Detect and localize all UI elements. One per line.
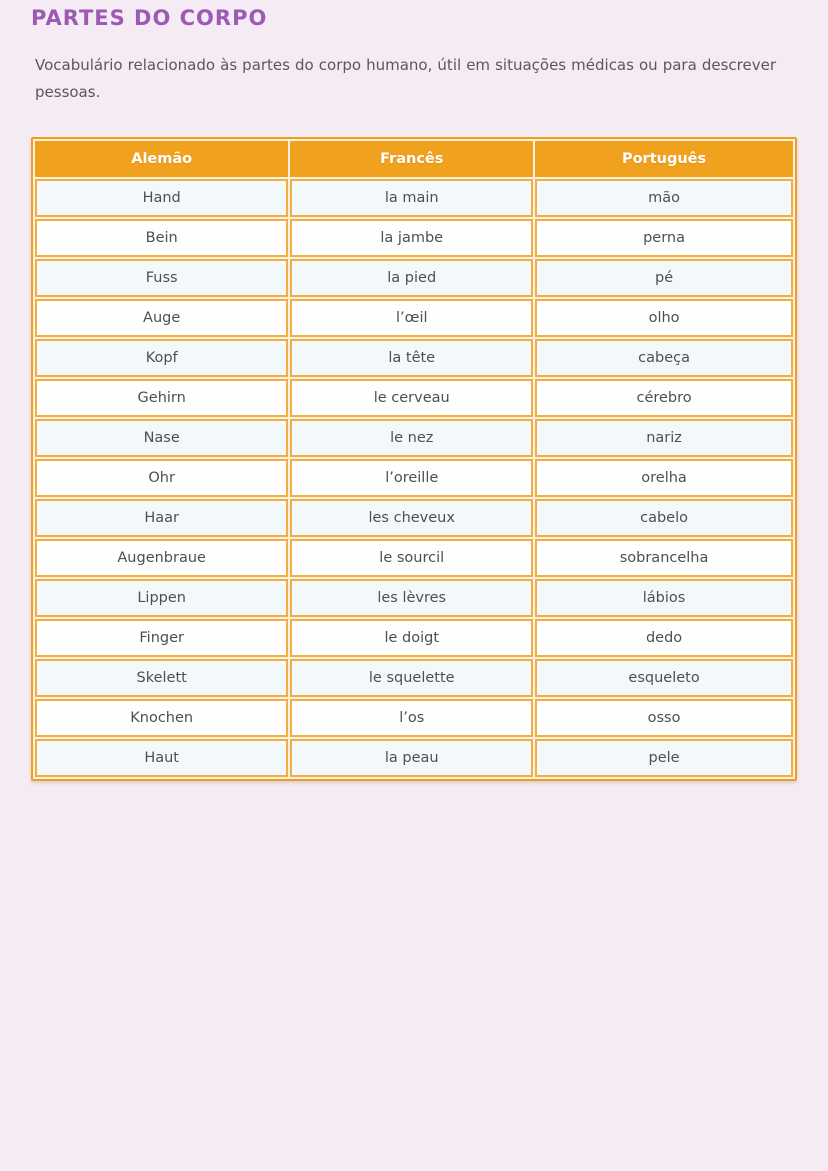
table-cell: Auge bbox=[35, 299, 288, 337]
table-cell: Lippen bbox=[35, 579, 288, 617]
table-cell: la main bbox=[290, 179, 533, 217]
table-cell: nariz bbox=[535, 419, 793, 457]
table-cell: pele bbox=[535, 739, 793, 777]
table-cell: pé bbox=[535, 259, 793, 297]
table-cell: la tête bbox=[290, 339, 533, 377]
table-row bbox=[35, 339, 793, 377]
column-header: Francês bbox=[290, 141, 533, 177]
table-cell: olho bbox=[535, 299, 793, 337]
table-cell: Skelett bbox=[35, 659, 288, 697]
table-cell: la pied bbox=[290, 259, 533, 297]
page-description: Vocabulário relacionado às partes do corpo humano, útil em situações médicas ou para descrever pessoas. bbox=[35, 56, 776, 102]
table-cell: Kopf bbox=[35, 339, 288, 377]
table-cell: la jambe bbox=[290, 219, 533, 257]
table-row bbox=[35, 659, 793, 697]
table-row bbox=[35, 459, 793, 497]
table-cell: l’os bbox=[290, 699, 533, 737]
table-cell: Finger bbox=[35, 619, 288, 657]
table-cell: le squelette bbox=[290, 659, 533, 697]
table-cell: cabeça bbox=[535, 339, 793, 377]
table-row bbox=[35, 699, 793, 737]
table-row bbox=[35, 259, 793, 297]
table-row bbox=[35, 419, 793, 457]
table-row bbox=[35, 619, 793, 657]
column-header: Português bbox=[535, 141, 793, 177]
table-row bbox=[35, 579, 793, 617]
table-cell: la peau bbox=[290, 739, 533, 777]
table-cell: Nase bbox=[35, 419, 288, 457]
table-row bbox=[35, 499, 793, 537]
table-cell: le nez bbox=[290, 419, 533, 457]
table-row bbox=[35, 539, 793, 577]
table-cell: Ohr bbox=[35, 459, 288, 497]
table-cell: Gehirn bbox=[35, 379, 288, 417]
table-cell: cérebro bbox=[535, 379, 793, 417]
table-cell: cabelo bbox=[535, 499, 793, 537]
table-row bbox=[35, 379, 793, 417]
table-cell: Haut bbox=[35, 739, 288, 777]
table-cell: le cerveau bbox=[290, 379, 533, 417]
table-cell: Hand bbox=[35, 179, 288, 217]
table-cell: lábios bbox=[535, 579, 793, 617]
table-cell: Augenbraue bbox=[35, 539, 288, 577]
table-cell: esqueleto bbox=[535, 659, 793, 697]
table-row bbox=[35, 739, 793, 777]
table-body bbox=[35, 179, 793, 777]
table-cell: perna bbox=[535, 219, 793, 257]
table-cell: le doigt bbox=[290, 619, 533, 657]
table-cell: le sourcil bbox=[290, 539, 533, 577]
table-cell: sobrancelha bbox=[535, 539, 793, 577]
table-cell: l’oreille bbox=[290, 459, 533, 497]
table-cell: mão bbox=[535, 179, 793, 217]
table-cell: l’œil bbox=[290, 299, 533, 337]
table-cell: Haar bbox=[35, 499, 288, 537]
table-row bbox=[35, 219, 793, 257]
table-header-row bbox=[35, 141, 793, 177]
page-title: PARTES DO CORPO bbox=[31, 6, 268, 30]
column-header: Alemão bbox=[35, 141, 288, 177]
table-row bbox=[35, 179, 793, 217]
table-cell: Knochen bbox=[35, 699, 288, 737]
table-cell: osso bbox=[535, 699, 793, 737]
vocabulary-table bbox=[31, 137, 797, 781]
table-cell: dedo bbox=[535, 619, 793, 657]
table-cell: orelha bbox=[535, 459, 793, 497]
table-row bbox=[35, 299, 793, 337]
table-cell: les lèvres bbox=[290, 579, 533, 617]
table-cell: Bein bbox=[35, 219, 288, 257]
table-cell: les cheveux bbox=[290, 499, 533, 537]
table-cell: Fuss bbox=[35, 259, 288, 297]
